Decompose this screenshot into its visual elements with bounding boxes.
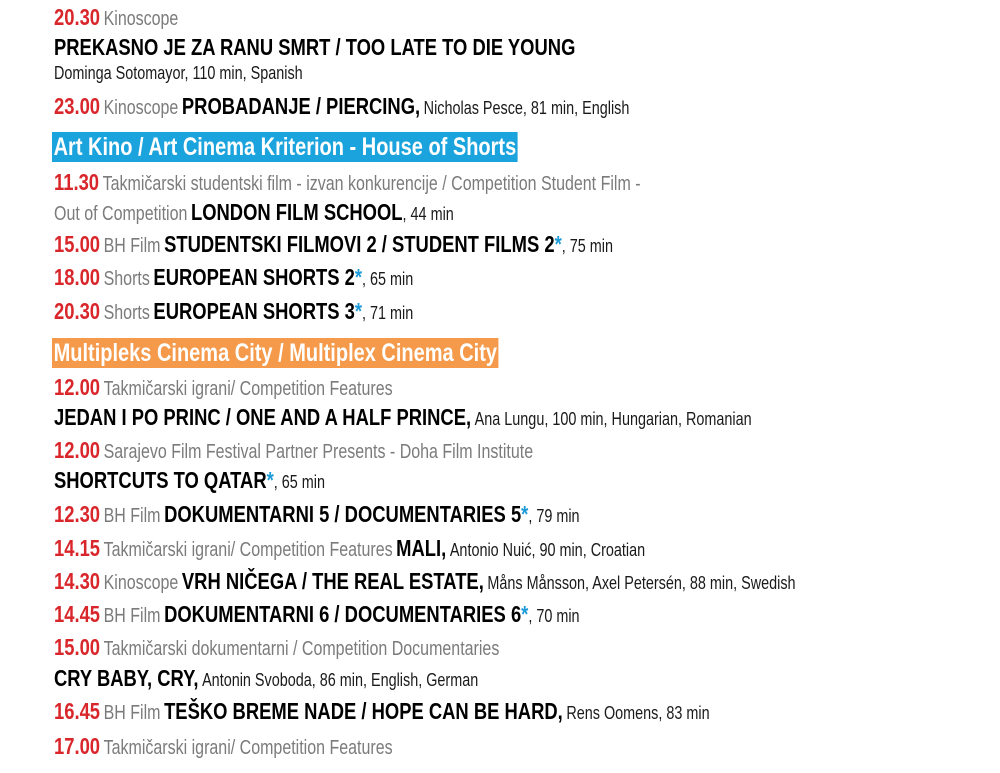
- time: 14.45: [54, 601, 101, 627]
- venue: Kinoscope: [103, 97, 179, 119]
- film-details: Nicholas Pesce, 81 min, English: [423, 98, 630, 118]
- time: 20.30: [54, 298, 101, 324]
- venue: Shorts: [103, 268, 150, 290]
- schedule-line: [54, 233, 613, 256]
- time: 15.00: [54, 231, 101, 257]
- film-title: DOKUMENTARNI 5 / DOCUMENTARIES 5: [164, 501, 522, 527]
- schedule-line: [54, 735, 393, 758]
- film-title: PREKASNO JE ZA RANU SMRT / TOO LATE TO DIE YOUNG: [54, 34, 576, 60]
- star-mark: *: [521, 601, 529, 627]
- venue: BH Film: [103, 505, 161, 527]
- star-mark: *: [521, 501, 529, 527]
- time: 15.00: [54, 634, 101, 660]
- schedule-line: [54, 570, 796, 593]
- schedule-line: [54, 95, 629, 118]
- schedule-line: [54, 6, 178, 29]
- time: 14.15: [54, 535, 101, 561]
- star-mark: *: [354, 298, 362, 324]
- film-details: , 65 min: [273, 472, 326, 492]
- film-title: SHORTCUTS TO QATAR: [54, 467, 267, 493]
- film-title: LONDON FILM SCHOOL: [190, 199, 403, 225]
- schedule-line: [54, 64, 303, 83]
- venue: Out of Competition: [54, 203, 188, 225]
- schedule-line: [54, 603, 580, 626]
- star-mark: *: [354, 264, 362, 290]
- schedule-line: [54, 376, 393, 399]
- schedule-line: [54, 171, 641, 194]
- film-details: Ana Lungu, 100 min, Hungarian, Romanian: [474, 409, 752, 429]
- section-header-multiplex: Multipleks Cinema City / Multiplex Cinema City: [53, 339, 498, 367]
- time: 12.30: [54, 501, 101, 527]
- film-title: MALI,: [396, 535, 447, 561]
- film-title: STUDENTSKI FILMOVI 2 / STUDENT FILMS 2: [164, 231, 555, 257]
- star-mark: *: [266, 467, 274, 493]
- venue: Sarajevo Film Festival Partner Presents - Doha Film Institute: [103, 441, 534, 463]
- time: 12.00: [54, 374, 101, 400]
- film-title: TEŠKO BREME NADE / HOPE CAN BE HARD,: [164, 698, 563, 724]
- film-details: , 75 min: [561, 236, 613, 256]
- film-details: , 65 min: [362, 269, 414, 289]
- time: 16.45: [54, 698, 101, 724]
- film-details: , 79 min: [528, 506, 580, 526]
- film-details: Måns Månsson, Axel Petersén, 88 min, Swedish: [487, 573, 796, 593]
- time: 17.00: [54, 733, 101, 759]
- time: 20.30: [54, 4, 101, 30]
- time: 23.00: [54, 93, 101, 119]
- film-details: Rens Oomens, 83 min: [566, 703, 710, 723]
- time: 18.00: [54, 264, 101, 290]
- schedule-line: [54, 636, 499, 659]
- schedule-line: [54, 503, 580, 526]
- film-title: EUROPEAN SHORTS 2: [153, 264, 355, 290]
- film-title: CRY BABY, CRY,: [54, 665, 199, 691]
- film-details: , 71 min: [362, 303, 414, 323]
- star-mark: *: [554, 231, 562, 257]
- film-details: Dominga Sotomayor, 110 min, Spanish: [54, 63, 303, 83]
- time: 12.00: [54, 437, 101, 463]
- schedule-line: [54, 406, 752, 429]
- venue: Takmičarski dokumentarni / Competition Documentaries: [103, 638, 500, 660]
- film-title: PROBADANJE / PIERCING,: [181, 93, 421, 119]
- schedule-line: [54, 201, 454, 224]
- venue: Kinoscope: [103, 8, 179, 30]
- venue: Takmičarski igrani/ Competition Features: [103, 737, 393, 759]
- film-details: , 44 min: [402, 204, 454, 224]
- schedule-line: [54, 266, 413, 289]
- venue: Takmičarski igrani/ Competition Features: [103, 539, 393, 561]
- venue: BH Film: [103, 235, 161, 257]
- film-title: VRH NIČEGA / THE REAL ESTATE,: [181, 568, 484, 594]
- time: 14.30: [54, 568, 101, 594]
- time: 11.30: [54, 169, 100, 195]
- venue: Kinoscope: [103, 572, 179, 594]
- film-title: JEDAN I PO PRINC / ONE AND A HALF PRINCE,: [54, 404, 472, 430]
- film-details: Antonio Nuić, 90 min, Croatian: [449, 540, 646, 560]
- film-title: DOKUMENTARNI 6 / DOCUMENTARIES 6: [164, 601, 522, 627]
- schedule-line: [54, 439, 533, 462]
- film-title: EUROPEAN SHORTS 3: [153, 298, 355, 324]
- schedule-line: [54, 667, 478, 690]
- venue: Shorts: [103, 302, 150, 324]
- schedule-line: [54, 36, 575, 59]
- film-details: , 70 min: [528, 606, 580, 626]
- schedule-line: [54, 700, 710, 723]
- schedule-line: [54, 537, 645, 560]
- venue: BH Film: [103, 605, 161, 627]
- venue: Takmičarski igrani/ Competition Features: [103, 378, 393, 400]
- section-header-art-kino: Art Kino / Art Cinema Kriterion - House of Shorts: [53, 133, 517, 161]
- schedule-line: [54, 300, 413, 323]
- schedule-line: [54, 469, 325, 492]
- venue: Takmičarski studentski film - izvan konkurencije / Competition Student Film -: [102, 173, 641, 195]
- venue: BH Film: [103, 702, 161, 724]
- film-details: Antonin Svoboda, 86 min, English, German: [202, 670, 479, 690]
